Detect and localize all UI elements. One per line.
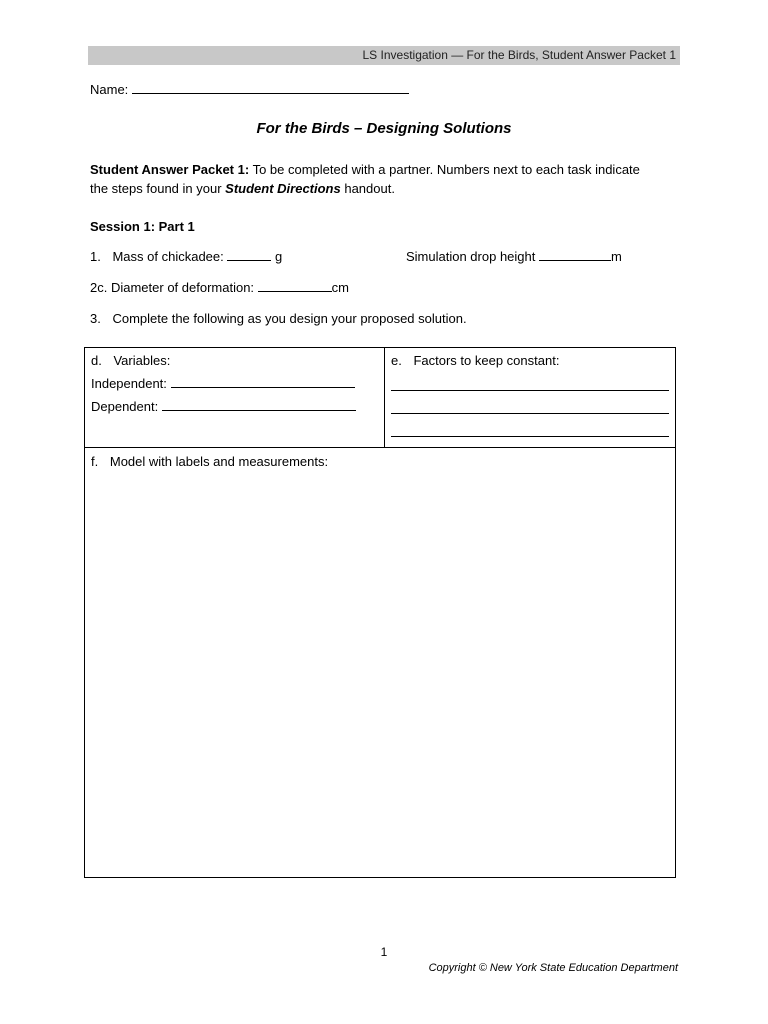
page-title: For the Birds – Designing Solutions — [256, 120, 512, 137]
name-label: Name: — [90, 82, 129, 97]
e-number: e. — [391, 353, 402, 368]
item-1-unit: g — [275, 249, 283, 264]
header-bar — [88, 46, 680, 65]
column-divider — [384, 348, 385, 448]
dependent-variable-field[interactable] — [91, 399, 356, 414]
intro-line-1 — [90, 162, 640, 177]
item-2c-number: 2c. — [90, 280, 108, 295]
header-text: LS Investigation — For the Birds, Student Answer Packet 1 — [362, 48, 676, 62]
mass-blank-line[interactable] — [227, 249, 271, 261]
item-2c-label: Diameter of deformation: — [110, 280, 255, 295]
intro-label: Student Answer Packet 1: — [90, 162, 250, 177]
item-1-mass — [90, 249, 282, 264]
item-2c-unit: cm — [331, 280, 350, 295]
session-heading: Session 1: Part 1 — [90, 219, 195, 234]
variables-heading — [91, 353, 170, 368]
dependent-label: Dependent: — [91, 399, 159, 414]
constant-blank-line-3[interactable] — [391, 436, 669, 437]
page-number: 1 — [380, 945, 388, 959]
independent-blank-line[interactable] — [171, 376, 355, 388]
sim-unit: m — [610, 249, 622, 264]
diameter-blank-line[interactable] — [258, 280, 332, 292]
intro-emphasis: Student Directions — [225, 181, 341, 196]
design-table — [84, 347, 676, 878]
e-label: Factors to keep constant: — [413, 353, 560, 368]
independent-label: Independent: — [91, 376, 167, 391]
intro-text-3: handout. — [340, 181, 395, 196]
item-1-label: Mass of chickadee: — [112, 249, 224, 264]
item-3-label: Complete the following as you design your proposed solution. — [112, 311, 467, 326]
copyright: Copyright © New York State Education Department — [428, 962, 678, 974]
simulation-drop-height — [406, 249, 622, 264]
intro-text-2: the steps found in your — [90, 181, 226, 196]
d-number: d. — [91, 353, 102, 368]
independent-variable-field[interactable] — [91, 376, 355, 391]
constant-blank-line-1[interactable] — [391, 390, 669, 391]
model-drawing-area[interactable] — [85, 448, 675, 877]
name-field[interactable] — [90, 82, 409, 97]
dependent-blank-line[interactable] — [162, 399, 356, 411]
d-label: Variables: — [113, 353, 171, 368]
f-number: f. — [91, 454, 99, 469]
item-3 — [90, 311, 467, 326]
drop-height-blank-line[interactable] — [539, 249, 611, 261]
intro-line-2 — [90, 181, 395, 196]
constant-blank-line-2[interactable] — [391, 413, 669, 414]
sim-label: Simulation drop height — [406, 249, 536, 264]
intro-text-1: To be completed with a partner. Numbers next to each task indicate — [249, 162, 640, 177]
table-top-row — [85, 348, 675, 448]
item-2c-diameter — [90, 280, 349, 295]
item-3-number: 3. — [90, 311, 101, 326]
f-label: Model with labels and measurements: — [109, 454, 329, 469]
constants-heading — [391, 353, 559, 368]
name-blank-line[interactable] — [132, 82, 409, 94]
item-1-number: 1. — [90, 249, 101, 264]
